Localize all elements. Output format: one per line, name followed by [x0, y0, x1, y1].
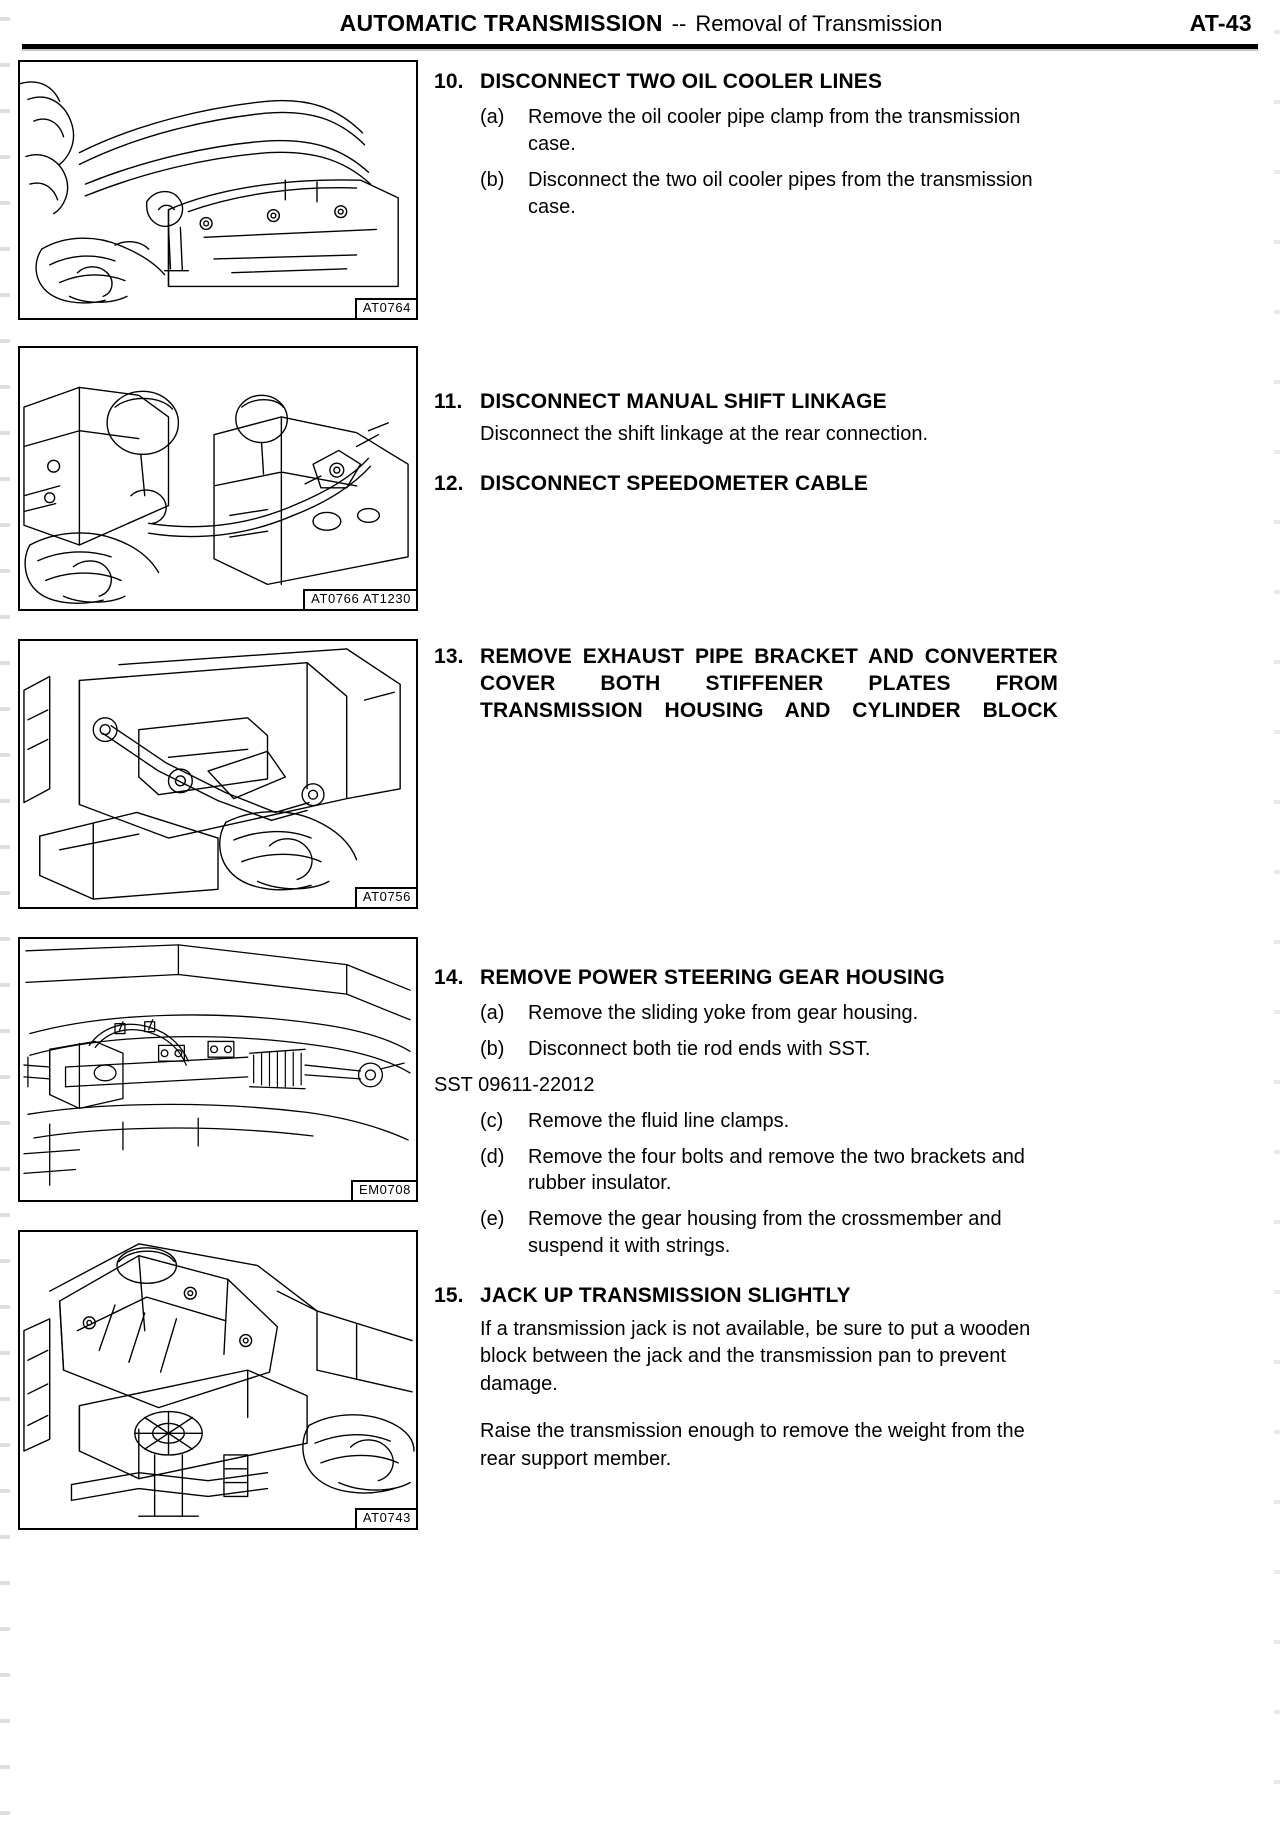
step-11: [434, 388, 1058, 447]
step-12-title: DISCONNECT SPEEDOMETER CABLE: [480, 471, 869, 495]
step-14-subitem-e: [480, 1206, 1058, 1260]
header-divider-rule: [22, 44, 1258, 49]
illustration-oil-cooler-lines: [20, 62, 416, 318]
figure-power-steering-gear-housing: [18, 937, 418, 1202]
step-14-subitem-d-text: Remove the four bolts and remove the two brackets and rubber insulator.: [528, 1145, 1025, 1195]
step-15-paragraph-1: If a transmission jack is not available, be sure to put a wooden block between the jack and the transmission pan to prevent damage.: [480, 1318, 1031, 1395]
step-11-body: Disconnect the shift linkage at the rear connection.: [480, 422, 929, 445]
step-13-heading: [434, 643, 1058, 752]
step-11-heading: [434, 388, 1058, 415]
step-14-subitem-d: [480, 1144, 1058, 1198]
page-number: AT-43: [1189, 10, 1252, 36]
step-15: [434, 1282, 1058, 1473]
scan-edge-artifact-right: [1274, 0, 1280, 1826]
figure-oil-cooler-lines: [18, 60, 418, 320]
step-14-subitem-a-label: (a): [480, 1002, 505, 1025]
figure-caption: EM0708: [351, 1180, 416, 1200]
step-14-number: 14.: [434, 966, 464, 990]
illustration-jack-up-transmission: [20, 1232, 416, 1528]
scan-edge-artifact-left: [0, 0, 10, 1826]
step-14: [434, 964, 1058, 1260]
step-10-heading: [434, 68, 1058, 95]
step-14-subitem-b: [480, 1036, 1058, 1063]
step-15-heading: [434, 1282, 1058, 1309]
step-10-subitem-a: [480, 104, 1058, 158]
step-12-number: 12.: [434, 471, 464, 495]
figure-caption: AT0764: [355, 298, 416, 318]
step-14-subitem-a: [480, 1000, 1058, 1027]
page-header: [0, 0, 1280, 48]
step-10-subitem-b-text: Disconnect the two oil cooler pipes from the transmission case.: [528, 168, 1033, 218]
step-10-subitem-b: [480, 167, 1058, 221]
figure-manual-shift-linkage: [18, 346, 418, 611]
step-11-number: 11.: [434, 390, 463, 414]
step-12: [434, 470, 1058, 497]
step-14-subitem-c-label: (c): [480, 1109, 504, 1132]
step-13-number: 13.: [434, 644, 464, 668]
instruction-column: [434, 60, 1058, 1473]
figure-column: [18, 60, 418, 1530]
step-10: [434, 68, 1058, 220]
illustration-power-steering-gear-housing: [20, 939, 416, 1200]
figure-caption: AT0743: [355, 1508, 416, 1528]
step-14-subitem-e-label: (e): [480, 1208, 505, 1231]
step-10-subitem-a-label: (a): [480, 106, 505, 129]
header-title-main: AUTOMATIC TRANSMISSION: [339, 10, 663, 36]
step-14-subitem-d-label: (d): [480, 1145, 505, 1168]
step-10-title: DISCONNECT TWO OIL COOLER LINES: [480, 70, 883, 93]
step-14-sst-number: SST 09611-22012: [434, 1073, 595, 1096]
step-10-subitem-b-label: (b): [480, 168, 505, 191]
figure-caption: AT0756: [355, 887, 416, 907]
step-13-title: REMOVE EXHAUST PIPE BRACKET AND CONVERTER COVER BOTH STIFFENER PLATES FROM TRANSMISSION HOUSING AND CYLINDER BLOCK: [480, 644, 1058, 723]
header-subtitle: Removal of Transmission: [695, 11, 943, 36]
step-13: [434, 643, 1058, 752]
figure-jack-up-transmission: [18, 1230, 418, 1530]
figure-exhaust-pipe-bracket: [18, 639, 418, 909]
step-15-title: JACK UP TRANSMISSION SLIGHTLY: [480, 1283, 851, 1307]
step-14-subitem-e-text: Remove the gear housing from the crossmember and suspend it with strings.: [528, 1208, 1002, 1257]
step-14-subitem-b-text: Disconnect both tie rod ends with SST.: [528, 1038, 871, 1061]
step-14-subitem-a-text: Remove the sliding yoke from gear housing.: [528, 1002, 919, 1025]
step-15-paragraph-2: Raise the transmission enough to remove the weight from the rear support member.: [480, 1420, 1025, 1470]
step-14-subitem-c-text: Remove the fluid line clamps.: [528, 1109, 790, 1132]
step-10-subitem-a-text: Remove the oil cooler pipe clamp from the transmission case.: [528, 106, 1021, 156]
step-14-heading: [434, 964, 1058, 991]
header-separator-dash: --: [671, 11, 687, 36]
step-15-number: 15.: [434, 1283, 464, 1307]
figure-caption: AT0766 AT1230: [303, 589, 416, 609]
illustration-exhaust-pipe-bracket: [20, 641, 416, 907]
step-14-subitem-b-label: (b): [480, 1038, 505, 1061]
step-14-subitem-c: [480, 1108, 1058, 1135]
step-12-heading: [434, 470, 1058, 497]
step-11-title: DISCONNECT MANUAL SHIFT LINKAGE: [480, 390, 887, 414]
header-title-group: [20, 10, 1262, 37]
illustration-manual-shift-linkage: [20, 348, 416, 609]
step-10-number: 10.: [434, 70, 464, 93]
step-14-title: REMOVE POWER STEERING GEAR HOUSING: [480, 966, 945, 990]
